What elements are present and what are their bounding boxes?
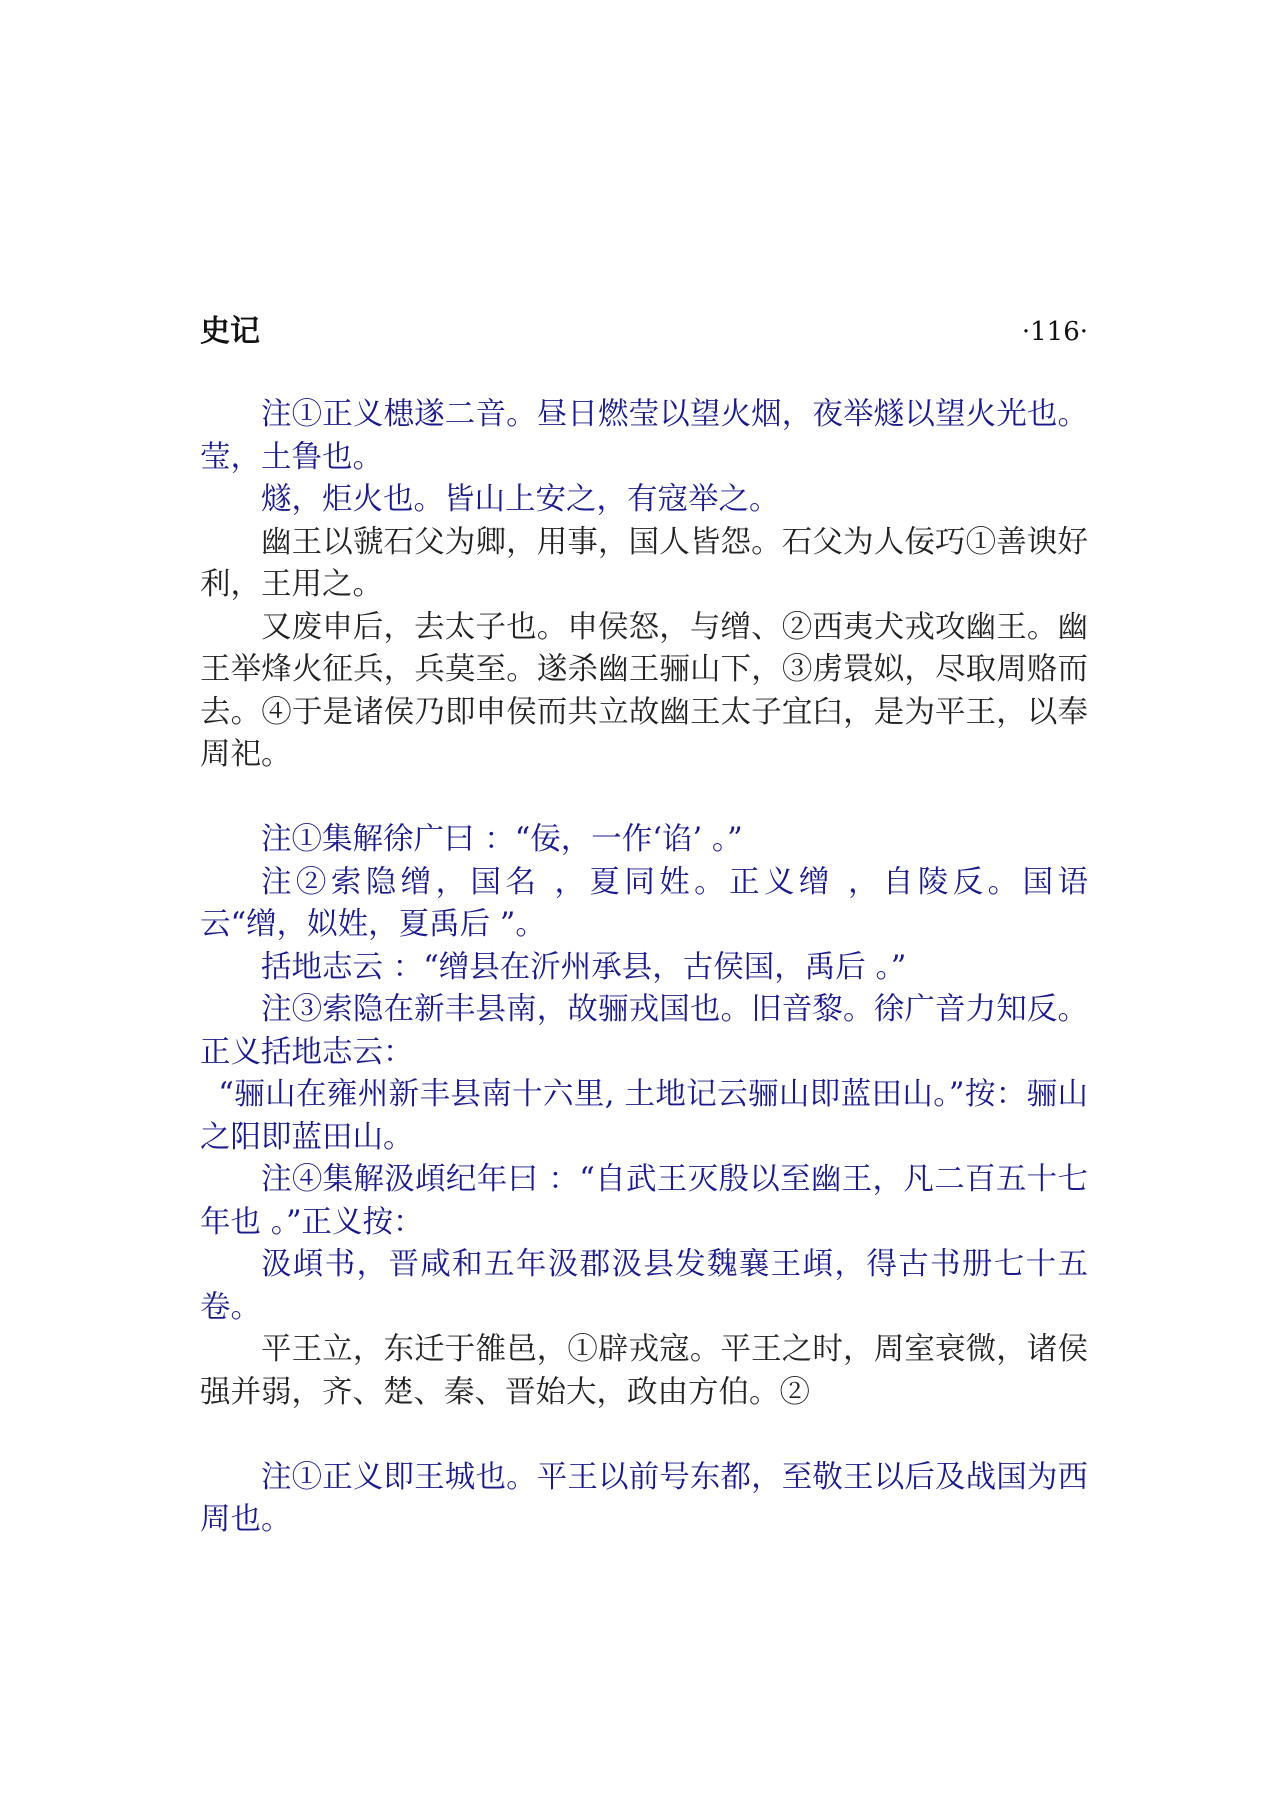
annotation-paragraph: 注①正义槵遂二音。昼日燃莹以望火烟，夜举燧以望火光也。莹，土鲁也。 xyxy=(200,397,1088,475)
paragraph-gap xyxy=(200,777,1088,820)
page-header xyxy=(200,312,1088,352)
paragraph-gap xyxy=(200,1414,1088,1457)
annotation-paragraph: 注①正义即王城也。平王以前号东都，至敬王以后及战国为西周也。 xyxy=(200,1459,1088,1537)
page-body xyxy=(200,394,1088,1542)
main-text-paragraph: 平王立，东迁于雒邑，①辟戎寇。平王之时，周室衰微，诸侯强并弱，齐、楚、秦、晋始大，政由方伯。② xyxy=(200,1332,1088,1410)
page-number: ·116· xyxy=(1021,317,1088,347)
annotation-paragraph: 括地志云 ：“缯县在沂州承县，古侯国，禹后 。” xyxy=(261,949,907,985)
annotation-paragraph: 注③索隐在新丰县南，故骊戎国也。旧音黎。徐广音力知反。正义括地志云： xyxy=(200,992,1088,1070)
annotation-paragraph: 注④集解汲頉纪年曰 ：“自武王灭殷以至幽王，凡二百五十七年也 。”正义按： xyxy=(200,1162,1088,1240)
annotation-paragraph: “骊山在雍州新丰县南十六里, 土地记云骊山即蓝田山。”按：骊山之阳即蓝田山。 xyxy=(200,1077,1088,1155)
annotation-paragraph: 注①集解徐广曰 ：“佞，一作‘谄’ 。” xyxy=(261,822,743,857)
annotation-paragraph: 汲頉书，晋咸和五年汲郡汲县发魏襄王頉，得古书册七十五卷。 xyxy=(200,1247,1088,1325)
annotation-paragraph: 注②索隐缯，国名 ，夏同姓。正义缯 ，自陵反。国语云“缯，姒姓，夏禹后 ”。 xyxy=(200,864,1088,942)
annotation-paragraph: 燧，炬火也。皆山上安之，有寇举之。 xyxy=(261,482,780,517)
main-text-paragraph: 幽王以虢石父为卿，用事，国人皆怨。石父为人佞巧①善谀好利，王用之。 xyxy=(200,524,1088,602)
book-title: 史记 xyxy=(200,314,260,349)
main-text-paragraph: 又废申后，去太子也。申侯怒，与缯、②西夷犬戎攻幽王。幽王举烽火征兵，兵莫至。遂杀幽王骊山下，③虏睘姒，尽取周赂而去。④于是诸侯乃即申侯而共立故幽王太子宜臼，是为平王，以奉周祀。 xyxy=(200,609,1088,772)
